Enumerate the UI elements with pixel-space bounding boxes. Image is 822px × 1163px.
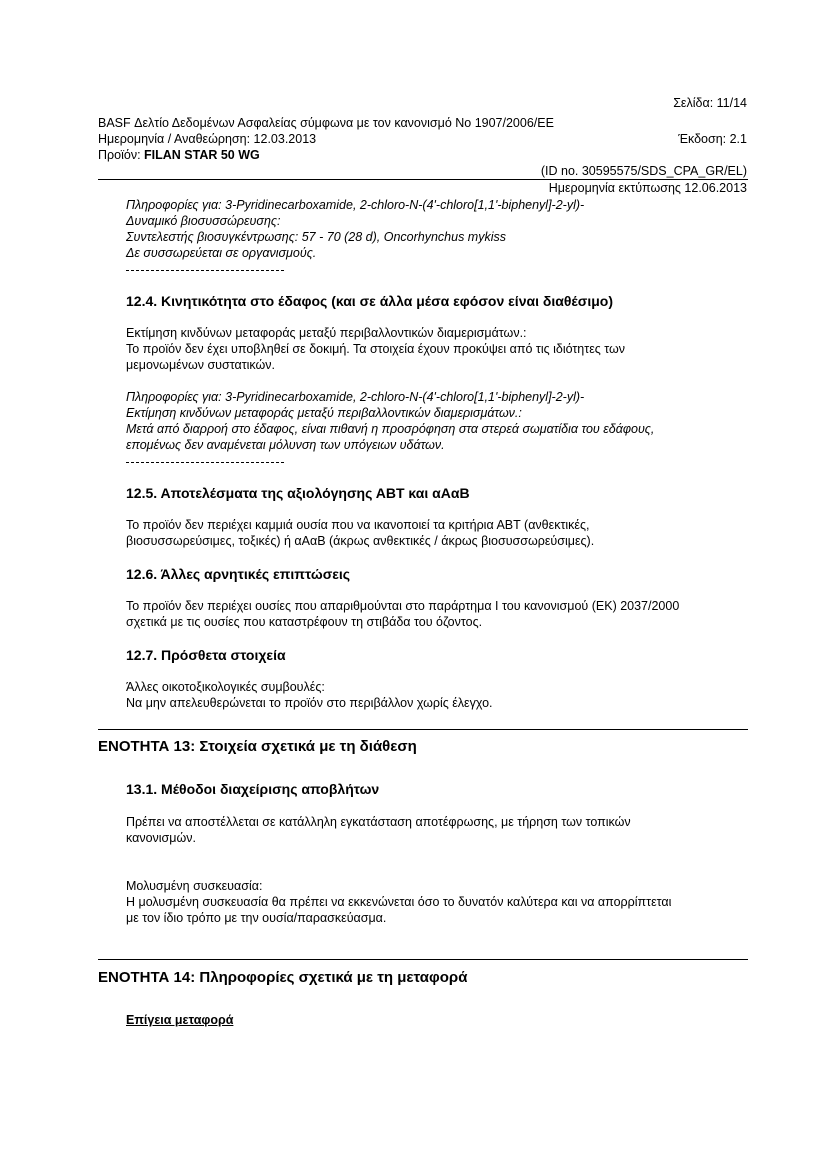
product-label: Προϊόν: [98, 148, 145, 162]
s12-4-p3: μεμονωμένων συστατικών. [126, 358, 275, 372]
separator-dashes [126, 462, 284, 463]
section-13-1-title: 13.1. Μέθοδοι διαχείρισης αποβλήτων [126, 781, 380, 797]
section-13-title: ΕΝΟΤΗΤΑ 13: Στοιχεία σχετικά με τη διάθεση [98, 738, 417, 755]
s12-4-p1: Εκτίμηση κινδύνων μεταφοράς μεταξύ περιβαλλοντικών διαμερισμάτων.: [126, 326, 527, 340]
bio-info-line: Πληροφορίες για: 3-Pyridinecarboxamide, 2-chloro-N-(4'-chloro[1,1'-biphenyl]-2-yl)- [126, 198, 585, 212]
s13-p5: με τον ίδιο τρόπο με την ουσία/παρασκεύασμα. [126, 911, 387, 925]
s13-p4: Η μολυσμένη συσκευασία θα πρέπει να εκκενώνεται όσο το δυνατόν καλύτερα και να απορρίπτεται [126, 895, 672, 909]
land-transport-heading: Επίγεια μεταφορά [126, 1013, 234, 1027]
s12-4-i3: Μετά από διαρροή στο έδαφος, είναι πιθανή η προσρόφηση στα στερεά σωματίδια του εδάφους, [126, 422, 655, 436]
bcf-value: Συντελεστής βιοσυγκέντρωσης: 57 - 70 (28 d), Oncorhynchus mykiss [126, 230, 506, 244]
section-12-6-title: 12.6. Άλλες αρνητικές επιπτώσεις [126, 566, 351, 582]
s12-5-p1: Το προϊόν δεν περιέχει καμμιά ουσία που να ικανοποιεί τα κριτήρια ΑΒΤ (ανθεκτικές, [126, 518, 590, 532]
product-name: FILAN STAR 50 WG [144, 148, 260, 162]
section-14-divider [98, 959, 748, 960]
bio-conclusion: Δε συσσωρεύεται σε οργανισμούς. [126, 246, 317, 260]
separator-dashes [126, 270, 284, 271]
s12-4-i1: Πληροφορίες για: 3-Pyridinecarboxamide, 2-chloro-N-(4'-chloro[1,1'-biphenyl]-2-yl)- [126, 390, 585, 404]
bio-potential-label: Δυναμικό βιοσυσσώρευσης: [126, 214, 281, 228]
s12-4-i4: επομένως δεν αναμένεται μόλυνση των υπόγειων υδάτων. [126, 438, 445, 452]
s12-5-p2: βιοσυσσωρεύσιμες, τοξικές) ή αΑαΒ (άκρως ανθεκτικές / άκρως βιοσυσσωρεύσιμες). [126, 534, 595, 548]
page-number: Σελίδα: 11/14 [673, 96, 747, 110]
product-line [98, 148, 260, 162]
section-12-4-title: 12.4. Κινητικότητα στο έδαφος (και σε άλλα μέσα εφόσον είναι διαθέσιμο) [126, 293, 613, 309]
s12-6-p2: σχετικά με τις ουσίες που καταστρέφουν τη στιβάδα του όζοντος. [126, 615, 483, 629]
doc-header-title: BASF Δελτίο Δεδομένων Ασφαλείας σύμφωνα με τον κανονισμό Νο 1907/2006/ΕΕ [98, 116, 554, 130]
version: Έκδοση: 2.1 [678, 132, 747, 146]
s12-7-p2: Να μην απελευθερώνεται το προϊόν στο περιβάλλον χωρίς έλεγχο. [126, 696, 493, 710]
section-12-5-title: 12.5. Αποτελέσματα της αξιολόγησης ΑΒΤ και αΑαΒ [126, 485, 470, 501]
s13-p2: κανονισμών. [126, 831, 196, 845]
s13-p3: Μολυσμένη συσκευασία: [126, 879, 263, 893]
doc-id: (ID no. 30595575/SDS_CPA_GR/EL) [540, 164, 747, 178]
section-12-7-title: 12.7. Πρόσθετα στοιχεία [126, 647, 286, 663]
s13-p1: Πρέπει να αποστέλλεται σε κατάλληλη εγκατάσταση αποτέφρωσης, με τήρηση των τοπικών [126, 815, 631, 829]
s12-7-p1: Άλλες οικοτοξικολογικές συμβουλές: [126, 680, 325, 694]
section-14-title: ΕΝΟΤΗΤΑ 14: Πληροφορίες σχετικά με τη μεταφορά [98, 969, 468, 986]
s12-4-i2: Εκτίμηση κινδύνων μεταφοράς μεταξύ περιβαλλοντικών διαμερισμάτων.: [126, 406, 522, 420]
print-date: Ημερομηνία εκτύπωσης 12.06.2013 [548, 181, 747, 195]
header-divider [98, 179, 748, 180]
revision-date: Ημερομηνία / Αναθεώρηση: 12.03.2013 [98, 132, 317, 146]
s12-6-p1: Το προϊόν δεν περιέχει ουσίες που απαριθμούνται στο παράρτημα I του κανονισμού (ΕΚ) 2037/2000 [126, 599, 680, 613]
s12-4-p2: Το προϊόν δεν έχει υποβληθεί σε δοκιμή. Τα στοιχεία έχουν προκύψει από τις ιδιότητες των [126, 342, 626, 356]
section-13-divider [98, 729, 748, 730]
